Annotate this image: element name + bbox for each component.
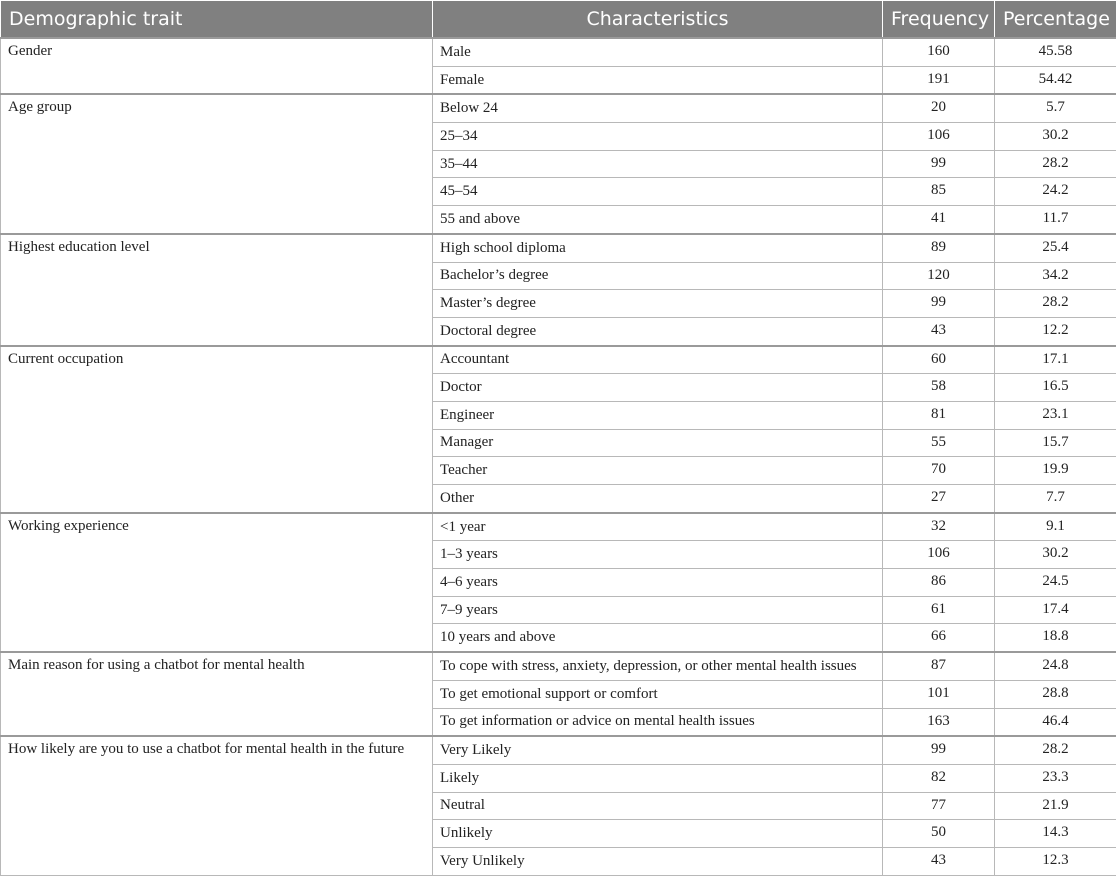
frequency-cell: 60 — [883, 346, 995, 374]
frequency-cell: 82 — [883, 764, 995, 792]
header-row — [1, 1, 1116, 39]
frequency-cell: 81 — [883, 401, 995, 429]
percentage-cell: 24.5 — [995, 569, 1116, 597]
characteristic-cell: Doctoral degree — [433, 317, 883, 345]
percentage-cell: 24.2 — [995, 178, 1116, 206]
characteristic-cell: Teacher — [433, 457, 883, 485]
frequency-cell: 58 — [883, 374, 995, 402]
frequency-cell: 160 — [883, 38, 995, 66]
frequency-cell: 41 — [883, 206, 995, 234]
characteristic-cell: To get information or advice on mental health issues — [433, 708, 883, 736]
percentage-cell: 12.2 — [995, 317, 1116, 345]
characteristic-cell: Bachelor’s degree — [433, 262, 883, 290]
percentage-cell: 25.4 — [995, 234, 1116, 262]
frequency-cell: 106 — [883, 123, 995, 151]
percentage-cell: 5.7 — [995, 94, 1116, 122]
percentage-cell: 28.2 — [995, 290, 1116, 318]
percentage-cell: 9.1 — [995, 513, 1116, 541]
frequency-cell: 87 — [883, 652, 995, 680]
table-row — [1, 736, 1116, 764]
frequency-cell: 61 — [883, 596, 995, 624]
table-row — [1, 652, 1116, 680]
frequency-cell: 99 — [883, 150, 995, 178]
characteristic-cell: Below 24 — [433, 94, 883, 122]
percentage-cell: 30.2 — [995, 541, 1116, 569]
percentage-cell: 46.4 — [995, 708, 1116, 736]
characteristic-cell: 10 years and above — [433, 624, 883, 652]
percentage-cell: 23.1 — [995, 401, 1116, 429]
percentage-cell: 34.2 — [995, 262, 1116, 290]
characteristic-cell: Unlikely — [433, 820, 883, 848]
percentage-cell: 28.8 — [995, 680, 1116, 708]
characteristic-cell: Likely — [433, 764, 883, 792]
percentage-cell: 23.3 — [995, 764, 1116, 792]
percentage-cell: 24.8 — [995, 652, 1116, 680]
trait-cell: Gender — [1, 38, 433, 94]
characteristic-cell: To cope with stress, anxiety, depression, or other mental health issues — [433, 652, 883, 680]
frequency-cell: 85 — [883, 178, 995, 206]
characteristic-cell: 35–44 — [433, 150, 883, 178]
percentage-cell: 14.3 — [995, 820, 1116, 848]
frequency-cell: 43 — [883, 317, 995, 345]
characteristic-cell: 55 and above — [433, 206, 883, 234]
trait-cell: Current occupation — [1, 346, 433, 513]
frequency-cell: 70 — [883, 457, 995, 485]
percentage-cell: 12.3 — [995, 847, 1116, 875]
characteristic-cell: Other — [433, 485, 883, 513]
percentage-cell: 54.42 — [995, 66, 1116, 94]
characteristic-cell: 7–9 years — [433, 596, 883, 624]
table-row — [1, 346, 1116, 374]
frequency-cell: 101 — [883, 680, 995, 708]
characteristic-cell: Accountant — [433, 346, 883, 374]
trait-cell: Main reason for using a chatbot for mental health — [1, 652, 433, 736]
percentage-cell: 7.7 — [995, 485, 1116, 513]
frequency-cell: 106 — [883, 541, 995, 569]
table-row — [1, 513, 1116, 541]
percentage-cell: 18.8 — [995, 624, 1116, 652]
frequency-cell: 50 — [883, 820, 995, 848]
frequency-cell: 99 — [883, 290, 995, 318]
percentage-cell: 17.4 — [995, 596, 1116, 624]
percentage-cell: 15.7 — [995, 429, 1116, 457]
characteristic-cell: Master’s degree — [433, 290, 883, 318]
header-trait: Demographic trait — [1, 1, 433, 39]
characteristic-cell: Very Likely — [433, 736, 883, 764]
characteristic-cell: Female — [433, 66, 883, 94]
characteristic-cell: <1 year — [433, 513, 883, 541]
characteristic-cell: 4–6 years — [433, 569, 883, 597]
frequency-cell: 66 — [883, 624, 995, 652]
table-row — [1, 38, 1116, 66]
header-frequency: Frequency — [883, 1, 995, 39]
table-body — [1, 38, 1116, 875]
frequency-cell: 27 — [883, 485, 995, 513]
trait-cell: Highest education level — [1, 234, 433, 346]
percentage-cell: 45.58 — [995, 38, 1116, 66]
frequency-cell: 20 — [883, 94, 995, 122]
trait-cell: Age group — [1, 94, 433, 233]
table-row — [1, 234, 1116, 262]
percentage-cell: 17.1 — [995, 346, 1116, 374]
characteristic-cell: 1–3 years — [433, 541, 883, 569]
percentage-cell: 30.2 — [995, 123, 1116, 151]
frequency-cell: 32 — [883, 513, 995, 541]
frequency-cell: 99 — [883, 736, 995, 764]
frequency-cell: 191 — [883, 66, 995, 94]
frequency-cell: 163 — [883, 708, 995, 736]
characteristic-cell: Doctor — [433, 374, 883, 402]
characteristic-cell: 25–34 — [433, 123, 883, 151]
percentage-cell: 11.7 — [995, 206, 1116, 234]
header-percentage: Percentage — [995, 1, 1116, 39]
characteristic-cell: High school diploma — [433, 234, 883, 262]
characteristic-cell: Male — [433, 38, 883, 66]
characteristic-cell: Manager — [433, 429, 883, 457]
trait-cell: Working experience — [1, 513, 433, 652]
header-characteristics: Characteristics — [433, 1, 883, 39]
frequency-cell: 120 — [883, 262, 995, 290]
characteristic-cell: Very Unlikely — [433, 847, 883, 875]
characteristic-cell: 45–54 — [433, 178, 883, 206]
frequency-cell: 43 — [883, 847, 995, 875]
frequency-cell: 86 — [883, 569, 995, 597]
percentage-cell: 21.9 — [995, 792, 1116, 820]
frequency-cell: 77 — [883, 792, 995, 820]
characteristic-cell: Engineer — [433, 401, 883, 429]
percentage-cell: 28.2 — [995, 150, 1116, 178]
frequency-cell: 89 — [883, 234, 995, 262]
table-row — [1, 94, 1116, 122]
percentage-cell: 28.2 — [995, 736, 1116, 764]
characteristic-cell: Neutral — [433, 792, 883, 820]
percentage-cell: 19.9 — [995, 457, 1116, 485]
percentage-cell: 16.5 — [995, 374, 1116, 402]
characteristic-cell: To get emotional support or comfort — [433, 680, 883, 708]
frequency-cell: 55 — [883, 429, 995, 457]
trait-cell: How likely are you to use a chatbot for mental health in the future — [1, 736, 433, 875]
